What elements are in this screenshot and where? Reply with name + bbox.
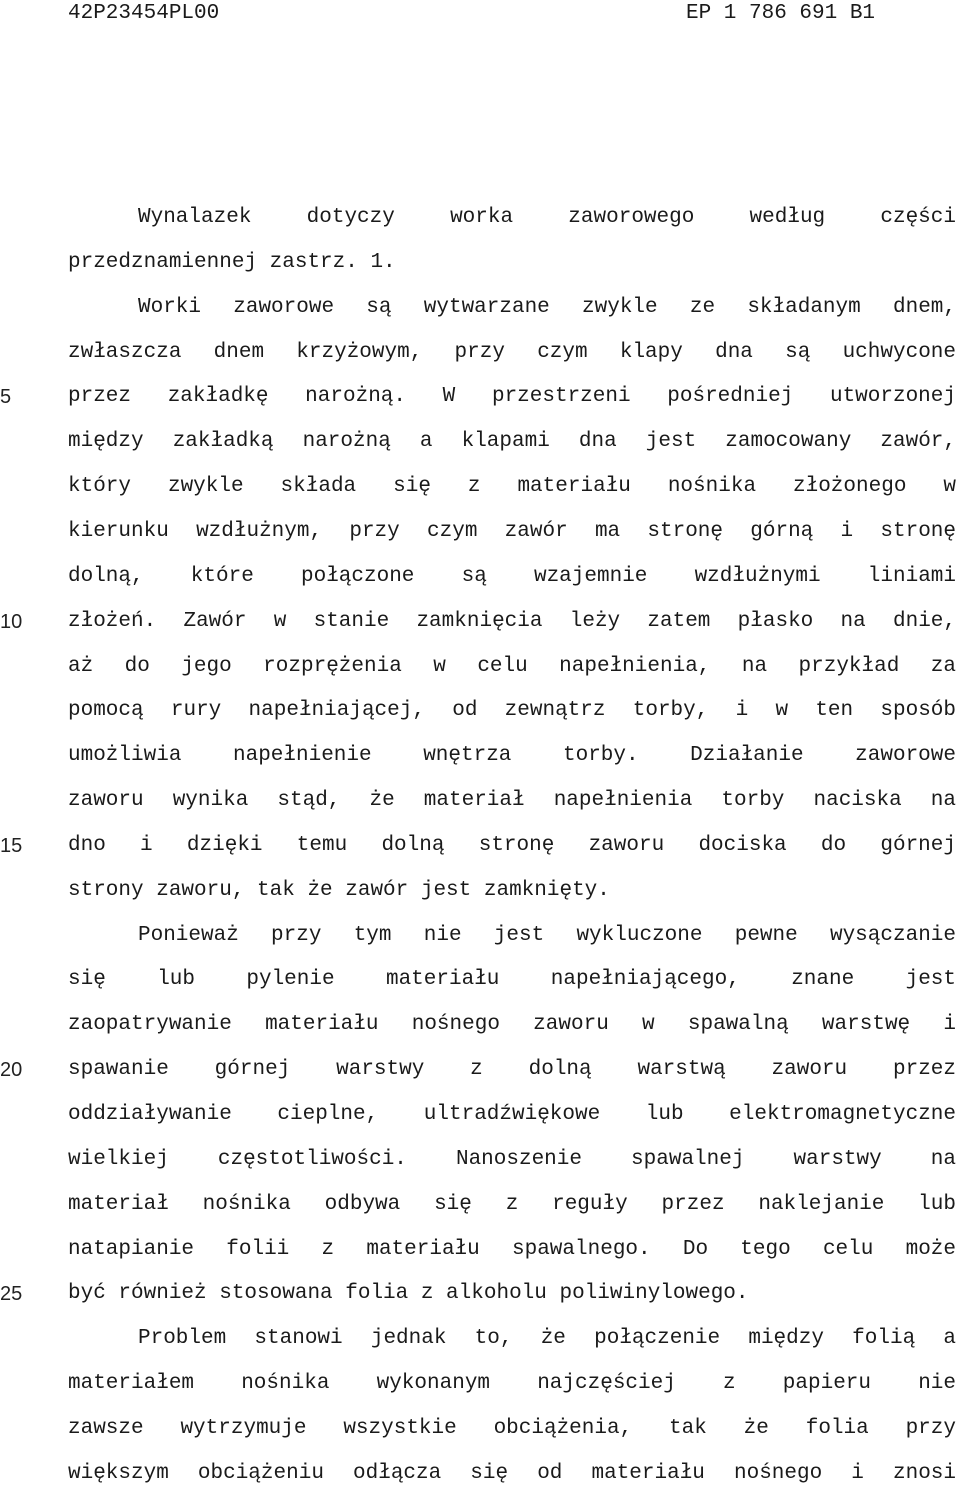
text-line: oddziaływanie cieplne, ultradźwiękowe lub elektromagnetyczne — [68, 1103, 956, 1126]
text-line: przez zakładkę narożną. W przestrzeni pośredniej utworzonej — [68, 385, 956, 409]
text-line: Worki zaworowe są wytwarzane zwykle ze składanym dnem, — [138, 295, 956, 319]
page-header — [0, 0, 960, 30]
text-line: Wynalazek dotyczy worka zaworowego według części — [138, 206, 956, 229]
text-line: być również stosowana folia z alkoholu poliwinylowego. — [68, 1282, 749, 1306]
text-line: większym obciążeniu odłącza się od materiału nośnego i znosi — [68, 1461, 956, 1485]
text-line: wielkiej częstotliwości. Nanoszenie spawalnej warstwy na — [68, 1147, 956, 1171]
text-line: aż do jego rozprężenia w celu napełnienia, na przykład za — [68, 654, 956, 678]
text-line: Problem stanowi jednak to, że połączenie między folią a — [138, 1327, 956, 1351]
line-number: 25 — [0, 1283, 23, 1306]
text-line: pomocą rury napełniającej, od zewnątrz torby, i w ten sposób — [68, 699, 956, 723]
text-line: przedznamiennej zastrz. 1. — [68, 250, 396, 274]
text-line: zaopatrywanie materiału nośnego zaworu w spawalną warstwę i — [68, 1013, 956, 1037]
text-line: umożliwia napełnienie wnętrza torby. Działanie zaworowe — [68, 744, 956, 768]
text-line: spawanie górnej warstwy z dolną warstwą zaworu przez — [68, 1058, 956, 1082]
patent-number: EP 1 786 691 B1 — [686, 2, 876, 25]
text-line: złożeń. Zawór w stanie zamknięcia leży zatem płasko na dnie, — [68, 609, 956, 633]
text-line: między zakładką narożną a klapami dna jest zamocowany zawór, — [68, 430, 956, 454]
text-line: kierunku wzdłużnym, przy czym zawór ma stronę górną i stronę — [68, 519, 956, 543]
text-line: dno i dzięki temu dolną stronę zaworu dociska do górnej — [68, 833, 956, 857]
text-line: materiałem nośnika wykonanym najczęściej z papieru nie — [68, 1372, 956, 1396]
text-line: natapianie folii z materiału spawalnego. Do tego celu może — [68, 1237, 956, 1261]
line-number: 20 — [0, 1059, 23, 1082]
text-line: który zwykle składa się z materiału nośnika złożonego w — [68, 475, 956, 499]
text-line: zawsze wytrzymuje wszystkie obciążenia, tak że folia przy — [68, 1416, 956, 1440]
line-number: 10 — [0, 610, 23, 633]
line-number: 5 — [0, 386, 12, 409]
text-line: Ponieważ przy tym nie jest wykluczone pewne wysączanie — [138, 923, 956, 947]
text-line: materiał nośnika odbywa się z reguły przez naklejanie lub — [68, 1192, 956, 1216]
text-line: strony zaworu, tak że zawór jest zamknięty. — [68, 878, 610, 902]
document-number: 42P23454PL00 — [68, 2, 220, 25]
text-line: się lub pylenie materiału napełniającego, znane jest — [68, 968, 956, 992]
text-line: dolną, które połączone są wzajemnie wzdłużnymi liniami — [68, 564, 956, 588]
line-number: 15 — [0, 834, 23, 857]
text-line: zwłaszcza dnem krzyżowym, przy czym klapy dna są uchwycone — [68, 340, 956, 364]
text-line: zaworu wynika stąd, że materiał napełnienia torby naciska na — [68, 789, 956, 813]
